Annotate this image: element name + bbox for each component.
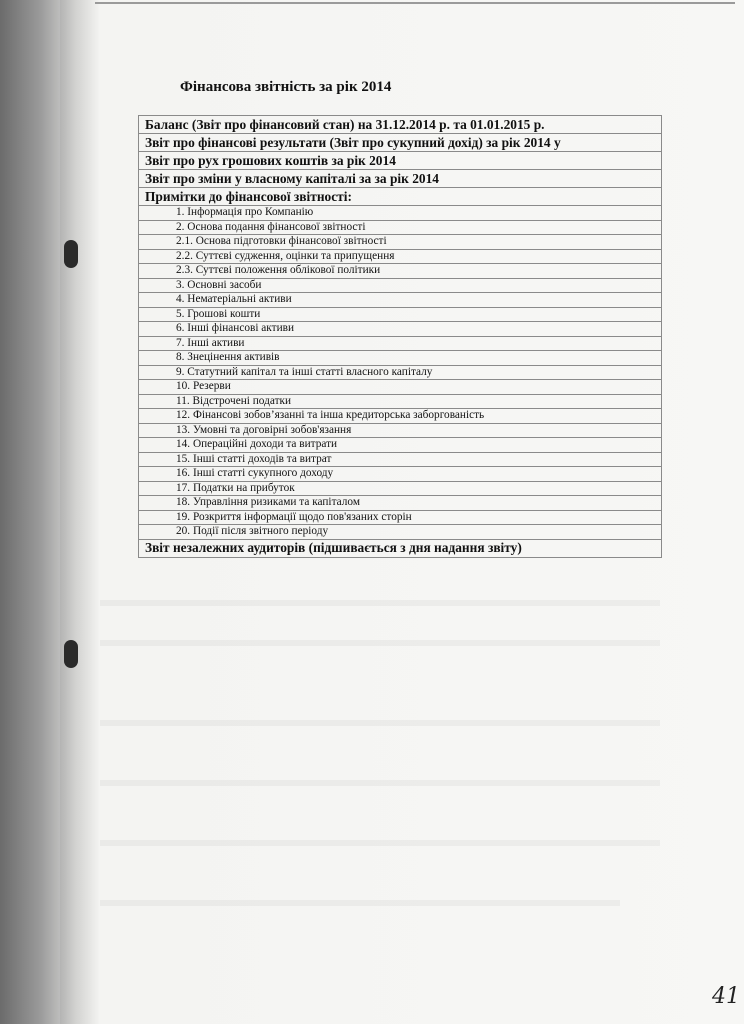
binding-shadow	[60, 0, 100, 1024]
note-row	[139, 322, 662, 337]
section-title: Звіт про зміни у власному капіталі за за рік 2014	[139, 170, 662, 188]
note-title: 7. Інші активи	[139, 336, 662, 351]
note-row	[139, 525, 662, 540]
note-row	[139, 438, 662, 453]
note-row	[139, 365, 662, 380]
note-title: 14. Операційні доходи та витрати	[139, 438, 662, 453]
note-title: 8. Знецінення активів	[139, 351, 662, 366]
note-row	[139, 481, 662, 496]
note-title: 2.2. Суттєві судження, оцінки та припущення	[139, 249, 662, 264]
note-title: 20. Події після звітного періоду	[139, 525, 662, 540]
page-top-edge	[95, 2, 735, 10]
note-row	[139, 278, 662, 293]
note-row	[139, 206, 662, 221]
note-title: 2.1. Основа підготовки фінансової звітності	[139, 235, 662, 250]
note-row	[139, 394, 662, 409]
section-row	[139, 539, 662, 557]
note-title: 17. Податки на прибуток	[139, 481, 662, 496]
note-row	[139, 423, 662, 438]
show-through-line	[100, 780, 660, 786]
note-row	[139, 235, 662, 250]
note-title: 11. Відстрочені податки	[139, 394, 662, 409]
show-through-line	[100, 840, 660, 846]
page-number-mark: 41	[712, 984, 740, 1009]
note-title: 15. Інші статті доходів та витрат	[139, 452, 662, 467]
show-through-line	[100, 600, 660, 606]
note-row	[139, 351, 662, 366]
show-through-line	[100, 640, 660, 646]
note-row	[139, 220, 662, 235]
note-row	[139, 380, 662, 395]
note-row	[139, 467, 662, 482]
note-row	[139, 452, 662, 467]
punch-hole	[64, 240, 78, 268]
section-row	[139, 170, 662, 188]
section-title: Примітки до фінансової звітності:	[139, 188, 662, 206]
note-row	[139, 307, 662, 322]
show-through-line	[100, 900, 620, 906]
section-row	[139, 134, 662, 152]
note-title: 2. Основа подання фінансової звітності	[139, 220, 662, 235]
note-title: 19. Розкриття інформації щодо пов'язаних сторін	[139, 510, 662, 525]
section-row	[139, 152, 662, 170]
note-row	[139, 496, 662, 511]
document-title: Фінансова звітність за рік 2014	[180, 79, 392, 95]
section-row	[139, 116, 662, 134]
note-title: 10. Резерви	[139, 380, 662, 395]
note-row	[139, 249, 662, 264]
note-title: 5. Грошові кошти	[139, 307, 662, 322]
note-row	[139, 264, 662, 279]
section-row	[139, 188, 662, 206]
note-title: 3. Основні засоби	[139, 278, 662, 293]
note-title: 16. Інші статті сукупного доходу	[139, 467, 662, 482]
section-title: Звіт про рух грошових коштів за рік 2014	[139, 152, 662, 170]
note-title: 6. Інші фінансові активи	[139, 322, 662, 337]
note-row	[139, 409, 662, 424]
note-title: 13. Умовні та договірні зобов'язання	[139, 423, 662, 438]
note-row	[139, 510, 662, 525]
punch-hole	[64, 640, 78, 668]
show-through-line	[100, 720, 660, 726]
contents-table	[138, 115, 662, 558]
note-row	[139, 336, 662, 351]
note-title: 12. Фінансові зобов’язанні та інша кредиторська заборгованість	[139, 409, 662, 424]
note-row	[139, 293, 662, 308]
note-title: 1. Інформація про Компанію	[139, 206, 662, 221]
note-title: 2.3. Суттєві положення облікової політики	[139, 264, 662, 279]
note-title: 18. Управління ризиками та капіталом	[139, 496, 662, 511]
note-title: 9. Статутний капітал та інші статті власного капіталу	[139, 365, 662, 380]
note-title: 4. Нематеріальні активи	[139, 293, 662, 308]
section-title: Баланс (Звіт про фінансовий стан) на 31.12.2014 р. та 01.01.2015 р.	[139, 116, 662, 134]
section-title: Звіт незалежних аудиторів (підшивається з дня надання звіту)	[139, 539, 662, 557]
section-title: Звіт про фінансові результати (Звіт про сукупний дохід) за рік 2014 у	[139, 134, 662, 152]
